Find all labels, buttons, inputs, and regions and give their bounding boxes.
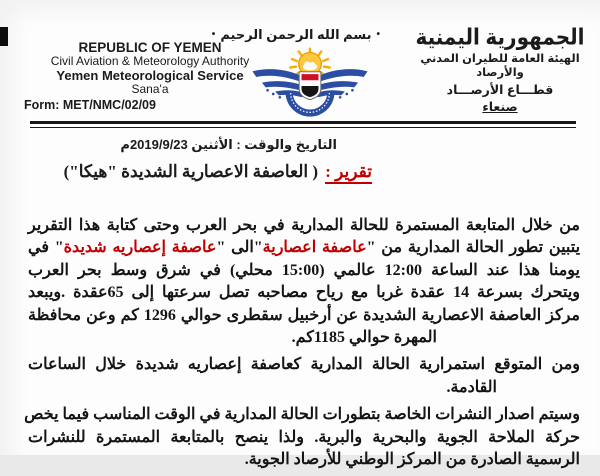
text-line: حركة الملاحة الجوية والبحرية والبرية. ولذا ينصح بالمتابعة المستمرة للنشرات xyxy=(28,428,580,446)
date-time-line: التاريخ والوقت : الأثنين 2019/9/23م xyxy=(120,137,337,152)
agency-emblem-logo xyxy=(247,44,373,110)
text-line: ويتحرك بسرعة 14 عقدة غربا مع رياح مصاحبه تصل سرعتها إلى 65عقدة .ويبعد xyxy=(28,284,580,302)
text-line: وسيتم اصدار النشرات الخاصة بتطورات الحالة المدارية في الوقت المناسب فيما يخص xyxy=(24,406,580,424)
authority-name-en: Civil Aviation & Meteorology Authority xyxy=(50,54,250,69)
arabic-letterhead xyxy=(415,26,585,115)
flag-shield-icon xyxy=(299,72,321,100)
country-name-ar: الجمهورية اليمنية xyxy=(415,25,585,51)
text-line: يومنا هذا عند الساعة 12:00 عالمي (15:00 محلي) في شرق وسط بحر العرب xyxy=(28,261,580,279)
city-name-en: Sana'a xyxy=(131,82,169,97)
text-line: ومن المتوقع استمرارية الحالة المدارية كعاصفة إعصاريه شديدة خلال الساعات xyxy=(28,356,581,374)
text-line: القادمة. xyxy=(446,378,497,396)
sector-name-ar: قطـــاع الأرصـــاد xyxy=(446,82,554,97)
report-body xyxy=(24,215,581,476)
authority-name-ar: الهيئة العامة للطيران المدني والأرصاد xyxy=(420,53,580,79)
paragraph xyxy=(28,215,580,349)
scan-edge-mark xyxy=(0,27,8,46)
text-line: مركز العاصفة الاعصارية الشديدة عن أرخبيل سقطرى حوالي 1296 كم وعن محافظة xyxy=(28,306,581,324)
center-letterhead xyxy=(211,27,385,110)
text-line: الرسمية الصادرة من المركز الوطني للأرصاد الجوية. xyxy=(244,451,580,469)
text-line: المهرة حوالي 1185كم. xyxy=(291,329,437,347)
paragraph xyxy=(28,354,580,399)
service-name-en: Yemen Meteorological Service xyxy=(56,67,244,83)
double-rule-divider xyxy=(30,121,576,128)
bismillah-text: •بسم الله الرحمن الرحيم• xyxy=(235,27,385,43)
report-title-text: ( العاصفة الاعصارية الشديدة "هيكا") xyxy=(63,162,319,181)
bullet-icon: • xyxy=(376,29,380,40)
paragraph xyxy=(24,404,580,471)
sun-icon xyxy=(290,49,330,75)
report-title xyxy=(64,162,372,182)
report-title-label: تقرير : xyxy=(325,162,372,184)
text-line: يتبين تطور الحالة المدارية من "عاصفة اعصارية"الى "عاصفة إعصاريه شديدة" في xyxy=(28,239,581,257)
text-line: من خلال المتابعة المستمرة للحالة المدارية في بحر العرب وحتى كتابة هذا التقرير xyxy=(28,217,580,234)
country-name-en: REPUBLIC OF YEMEN xyxy=(78,40,222,55)
form-number: Form: MET/NMC/02/09 xyxy=(24,97,156,112)
bullet-icon: • xyxy=(211,29,216,40)
city-name-ar: صنعاء xyxy=(482,99,518,114)
